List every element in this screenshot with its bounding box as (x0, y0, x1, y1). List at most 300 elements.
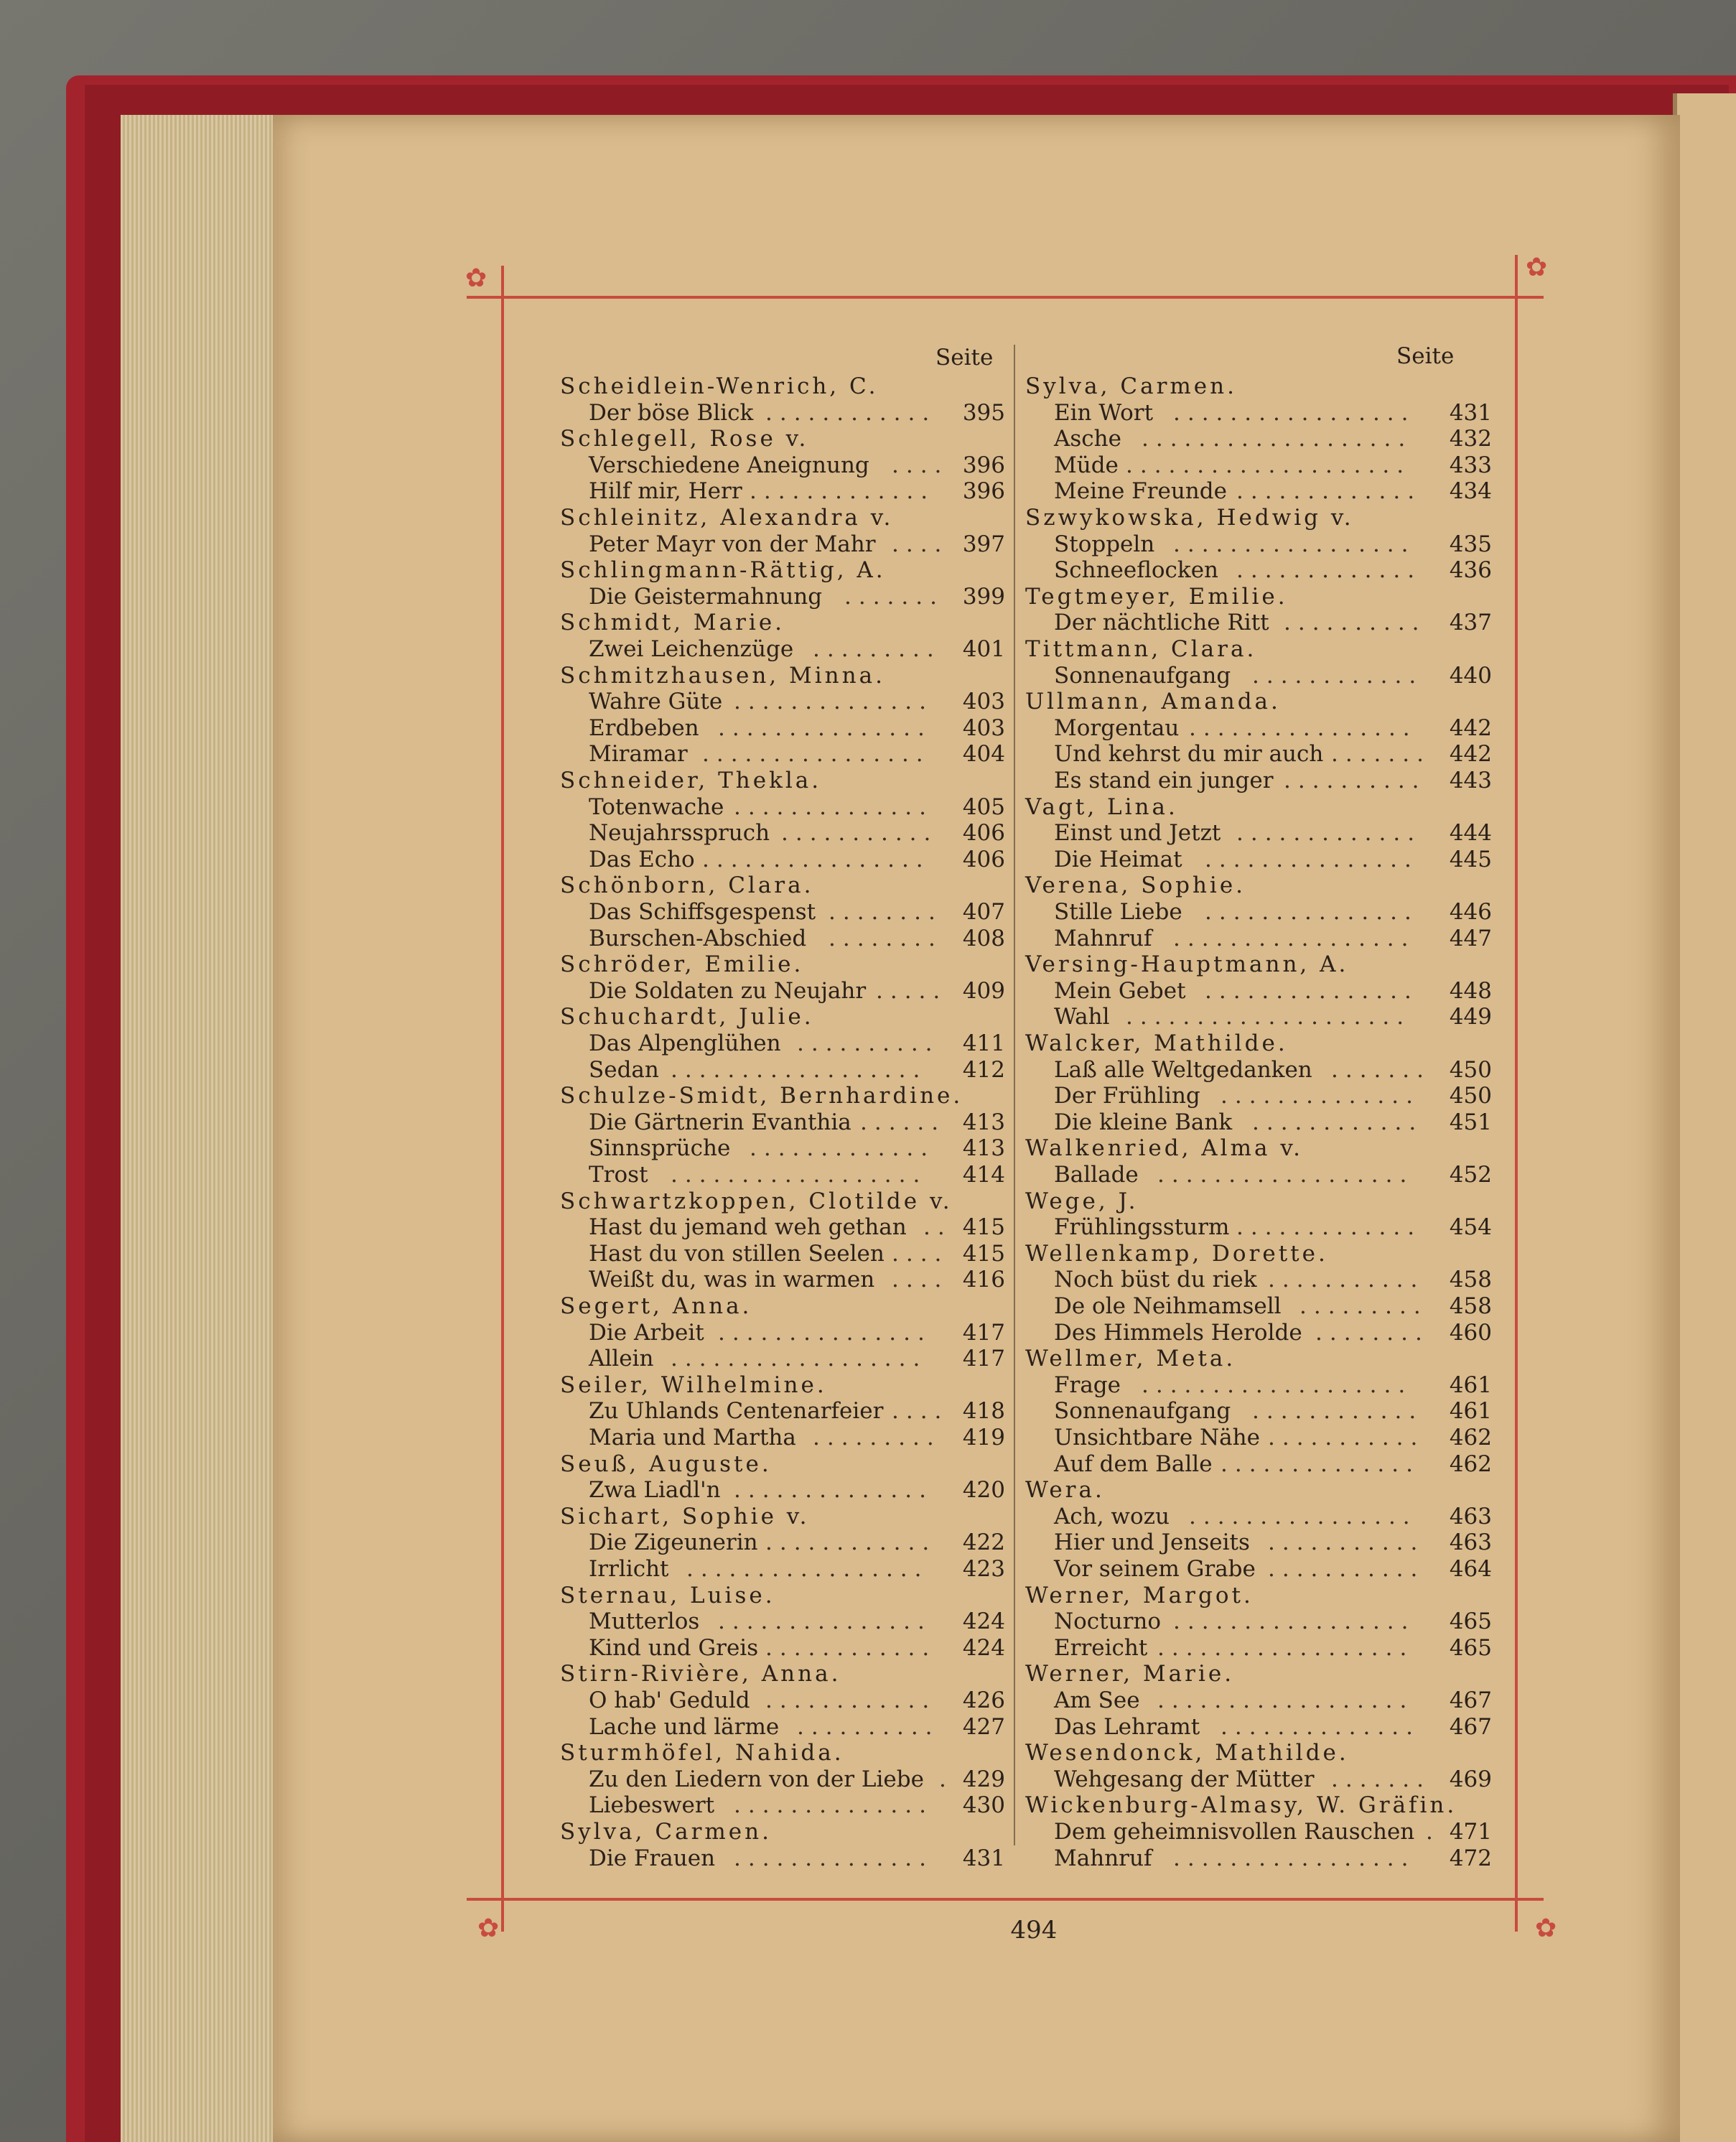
author-heading (1025, 689, 1492, 714)
author-heading (560, 610, 1005, 635)
index-entry (560, 1608, 1005, 1634)
poem-title: Kind und Greis (589, 1634, 759, 1661)
index-entry (560, 1135, 1005, 1161)
dot-leader: ............ (765, 399, 937, 426)
dot-leader: .... (892, 1398, 949, 1425)
rose-ornament-icon: ✿ (477, 1914, 500, 1943)
page-ref: 419 (962, 1425, 1005, 1450)
poem-title: Laß alle Weltgedanken (1054, 1056, 1312, 1083)
index-entry (560, 1214, 1005, 1240)
page-ref: 467 (1449, 1713, 1492, 1740)
index-entry (1025, 926, 1492, 951)
author-name: Sichart, Sophie v. (560, 1503, 810, 1529)
page-ref: 417 (962, 1346, 1005, 1372)
poem-title: Zwei Leichenzüge (589, 636, 794, 662)
index-entry (560, 847, 1005, 872)
poem-title: Miramar (589, 741, 688, 768)
poem-title: Burschen-Abschied (589, 925, 807, 951)
dot-leader: .......... (797, 1030, 940, 1056)
poem-title: Weißt du, was in warmen (589, 1267, 875, 1293)
dot-leader: .............. (1221, 1450, 1420, 1477)
dot-leader: ........... (1268, 1425, 1425, 1450)
frame-left-line (501, 266, 504, 1932)
author-name: Wellenkamp, Dorette. (1025, 1240, 1328, 1267)
index-entry (560, 1030, 1005, 1056)
poem-title: Stille Liebe (1054, 899, 1182, 925)
poem-title: Der böse Blick (589, 399, 754, 426)
poem-title: Hier und Jenseits (1054, 1529, 1250, 1556)
dot-leader: ............. (750, 1135, 935, 1162)
dot-leader: .................... (1126, 1004, 1411, 1030)
author-name: Szwykowska, Hedwig v. (1025, 505, 1354, 531)
dot-leader: ................. (1173, 399, 1416, 426)
author-name: Werner, Marie. (1025, 1661, 1235, 1687)
author-heading (560, 1188, 1005, 1214)
dot-leader: ....... (844, 583, 944, 610)
page-ref: 450 (1449, 1056, 1492, 1083)
poem-title: Maria und Martha (589, 1425, 796, 1450)
poem-title: Asche (1054, 426, 1121, 452)
page-ref: 426 (962, 1687, 1005, 1713)
poem-title: Trost (589, 1162, 648, 1188)
author-name: Schröder, Emilie. (560, 951, 804, 978)
index-entry (1025, 768, 1492, 793)
author-heading (560, 1504, 1005, 1529)
page-ref: 469 (1449, 1766, 1492, 1792)
poem-title: De ole Neihmamsell (1054, 1293, 1282, 1319)
frame-top-line (467, 296, 1544, 299)
author-name: Segert, Anna. (560, 1293, 752, 1319)
dot-leader: ............ (1252, 662, 1424, 689)
dot-leader: ................ (1189, 1503, 1417, 1529)
poem-title: Liebeswert (589, 1792, 715, 1819)
index-entry (1025, 1004, 1492, 1030)
page-ref: 420 (962, 1477, 1005, 1504)
page-ref: 406 (962, 820, 1005, 847)
index-entry (1025, 1293, 1492, 1319)
author-name: Walcker, Mathilde. (1025, 1030, 1288, 1056)
author-name: Walkenried, Alma v. (1025, 1135, 1304, 1162)
poem-title: Die Zigeunerin (589, 1529, 758, 1556)
page-ref: 437 (1449, 610, 1492, 636)
page-ref: 464 (1449, 1556, 1492, 1582)
dot-leader: ............ (1252, 1109, 1424, 1135)
index-entry (560, 1529, 1005, 1555)
facing-page-edge (1673, 93, 1736, 2142)
dot-leader: ............ (1252, 1398, 1424, 1425)
author-name: Stirn-Rivière, Anna. (560, 1661, 841, 1687)
page-ref: 412 (962, 1056, 1005, 1083)
page-ref: 436 (1449, 557, 1492, 584)
page-ref: 396 (962, 478, 1005, 505)
page-ref: 445 (1449, 846, 1492, 872)
page-ref: 461 (1449, 1372, 1492, 1398)
dot-leader: .............. (1221, 1713, 1420, 1740)
poem-title: Am See (1054, 1687, 1140, 1713)
dot-leader: ........ (829, 925, 943, 951)
index-entry (560, 531, 1005, 557)
page-ref: 448 (1449, 977, 1492, 1004)
dot-leader: ........... (1268, 1529, 1425, 1556)
page-ref: 472 (1449, 1845, 1492, 1871)
page-ref: 452 (1449, 1162, 1492, 1188)
index-entry (1025, 715, 1492, 741)
author-name: Tegtmeyer, Emilie. (1025, 583, 1288, 610)
dot-leader: ............... (718, 1608, 932, 1635)
poem-title: Das Alpenglühen (589, 1030, 781, 1056)
poem-title: Des Himmels Herolde (1054, 1319, 1302, 1346)
dot-leader: ............. (1236, 557, 1422, 584)
author-heading (1025, 1661, 1492, 1687)
author-name: Verena, Sophie. (1025, 872, 1246, 899)
poem-title: Mahnruf (1054, 1845, 1152, 1871)
author-heading (560, 768, 1005, 793)
index-entry (560, 478, 1005, 504)
author-name: Wesendonck, Mathilde. (1025, 1740, 1349, 1766)
author-heading (560, 1451, 1005, 1477)
page-ref: 414 (962, 1162, 1005, 1188)
author-name: Sternau, Luise. (560, 1582, 775, 1608)
index-entry (560, 794, 1005, 820)
author-heading (560, 373, 1005, 399)
frame-right-line (1515, 255, 1518, 1932)
page-ref: 406 (962, 846, 1005, 872)
author-name: Werner, Margot. (1025, 1582, 1254, 1608)
poem-title: Morgentau (1054, 714, 1180, 741)
page-ref: 463 (1449, 1503, 1492, 1529)
poem-title: Dem geheimnisvollen Rauschen (1054, 1819, 1415, 1845)
author-name: Seuß, Auguste. (560, 1450, 772, 1477)
author-heading (560, 1661, 1005, 1687)
dot-leader: ........ (829, 899, 943, 925)
author-heading (1025, 1188, 1492, 1214)
page-ref: 462 (1449, 1425, 1492, 1450)
rose-ornament-icon: ✿ (465, 264, 487, 293)
author-name: Schneider, Thekla. (560, 768, 822, 793)
page-ref: 399 (962, 583, 1005, 610)
author-name: Tittmann, Clara. (1025, 636, 1257, 662)
poem-title: Peter Mayr von der Mahr (589, 531, 876, 557)
dot-leader: ..... (876, 977, 948, 1004)
page-ref: 396 (962, 452, 1005, 478)
page-ref: 461 (1449, 1398, 1492, 1425)
index-entry (560, 1398, 1005, 1424)
dot-leader: ............. (1236, 820, 1422, 847)
author-name: Schmitzhausen, Minna. (560, 662, 885, 689)
page-ref: 397 (962, 531, 1005, 557)
page-ref: 431 (1449, 399, 1492, 426)
dot-leader: ................... (1142, 1372, 1413, 1398)
index-entry (1025, 478, 1492, 504)
poem-title: Zwa Liadl'n (589, 1477, 721, 1504)
poem-title: Auf dem Balle (1054, 1450, 1213, 1477)
author-heading (560, 1083, 1005, 1109)
dot-leader: ............ (765, 1529, 937, 1556)
seite-header-right: Seite (1396, 343, 1455, 369)
dot-leader: ......... (1299, 1293, 1428, 1319)
page-ref: 405 (962, 793, 1005, 820)
author-name: Schulze-Smidt, Bernhardine. (560, 1083, 963, 1109)
poem-title: Wahl (1054, 1004, 1110, 1030)
page-ref: 449 (1449, 1004, 1492, 1030)
page-edges (121, 115, 275, 2142)
poem-title: Das Echo (589, 846, 695, 872)
author-name: Schmidt, Marie. (560, 610, 785, 636)
index-entry (1025, 847, 1492, 872)
index-entry (1025, 1714, 1492, 1740)
poem-title: Sonnenaufgang (1054, 1398, 1231, 1425)
poem-title: Es stand ein junger (1054, 768, 1274, 793)
page-number: 494 (1010, 1916, 1058, 1945)
author-heading (560, 951, 1005, 977)
author-heading (1025, 1241, 1492, 1267)
author-heading (1025, 1583, 1492, 1608)
author-heading (1025, 584, 1492, 610)
author-name: Wege, J. (1025, 1188, 1139, 1214)
poem-title: Der Frühling (1054, 1083, 1200, 1109)
index-entry (1025, 1819, 1492, 1845)
dot-leader: .. (923, 1214, 952, 1241)
index-entry (1025, 1556, 1492, 1582)
page-ref: 409 (962, 977, 1005, 1004)
poem-title: Die Frauen (589, 1845, 716, 1871)
index-entry (1025, 1320, 1492, 1346)
author-name: Schlingmann-Rättig, A. (560, 557, 886, 584)
poem-title: Hast du von stillen Seelen (589, 1240, 885, 1267)
page-ref: 424 (962, 1608, 1005, 1635)
poem-title: Ach, wozu (1054, 1503, 1170, 1529)
index-entry (560, 1635, 1005, 1661)
page-ref: 395 (962, 399, 1005, 426)
author-name: Schwartzkoppen, Clotilde v. (560, 1188, 953, 1214)
dot-leader: ................. (1173, 1845, 1416, 1871)
dot-leader: .... (892, 531, 949, 557)
author-name: Wera. (1025, 1477, 1105, 1504)
index-entry (1025, 400, 1492, 426)
poem-title: Mein Gebet (1054, 977, 1186, 1004)
page-ref: 465 (1449, 1634, 1492, 1661)
page-ref: 413 (962, 1109, 1005, 1135)
dot-leader: ............. (750, 478, 935, 505)
author-heading (1025, 373, 1492, 399)
index-entry (1025, 1083, 1492, 1109)
index-entry (1025, 1372, 1492, 1398)
dot-leader: ................ (702, 846, 930, 872)
author-heading (1025, 1135, 1492, 1161)
index-entry (560, 899, 1005, 925)
dot-leader: .............. (734, 1792, 933, 1819)
poem-title: Zu Uhlands Centenarfeier (589, 1398, 884, 1425)
dot-leader: ................ (1189, 714, 1417, 741)
poem-title: Totenwache (589, 793, 724, 820)
index-entry (1025, 1425, 1492, 1450)
dot-leader: ................. (1173, 531, 1416, 557)
page-ref: 416 (962, 1267, 1005, 1293)
poem-title: Die kleine Bank (1054, 1109, 1233, 1135)
dot-leader: ............... (1205, 846, 1419, 872)
page-ref: 435 (1449, 531, 1492, 557)
dot-leader: ................. (1173, 925, 1416, 951)
dot-leader: ............... (1205, 899, 1419, 925)
index-entry (560, 1057, 1005, 1083)
page-ref: 462 (1449, 1450, 1492, 1477)
poem-title: Hilf mir, Herr (589, 478, 742, 505)
index-entry (1025, 1529, 1492, 1555)
dot-leader: .................... (1126, 452, 1411, 478)
page-ref: 407 (962, 899, 1005, 925)
dot-leader: ........ (1315, 1319, 1429, 1346)
poem-title: Stoppeln (1054, 531, 1155, 557)
poem-title: Einst und Jetzt (1054, 820, 1221, 847)
index-entry (560, 978, 1005, 1004)
author-heading (560, 1583, 1005, 1608)
author-name: Sturmhöfel, Nahida. (560, 1740, 844, 1766)
poem-title: Schneeflocken (1054, 557, 1219, 584)
index-entry (1025, 610, 1492, 635)
author-heading (560, 1740, 1005, 1766)
page-ref: 422 (962, 1529, 1005, 1556)
author-heading (1025, 1792, 1492, 1818)
poem-title: Die Gärtnerin Evanthia (589, 1109, 851, 1135)
index-entry (560, 1320, 1005, 1346)
poem-title: Frage (1054, 1372, 1121, 1398)
poem-title: Lache und lärme (589, 1713, 780, 1740)
index-entry (560, 1109, 1005, 1135)
page-ref: 415 (962, 1214, 1005, 1241)
page-ref: 465 (1449, 1608, 1492, 1635)
dot-leader: .............. (734, 1845, 933, 1871)
rose-ornament-icon: ✿ (1535, 1914, 1557, 1943)
author-heading (1025, 872, 1492, 898)
author-heading (560, 663, 1005, 689)
author-name: Schleinitz, Alexandra v. (560, 505, 894, 531)
index-entry (1025, 1845, 1492, 1871)
poem-title: Das Schiffsgespenst (589, 899, 816, 925)
index-entry (560, 1241, 1005, 1267)
poem-title: Erdbeben (589, 714, 699, 741)
author-heading (1025, 1477, 1492, 1503)
index-entry (1025, 978, 1492, 1004)
page-ref: 458 (1449, 1293, 1492, 1319)
index-entry (560, 1425, 1005, 1450)
page-ref: 417 (962, 1319, 1005, 1346)
dot-leader: ............. (1236, 1214, 1422, 1241)
poem-title: Erreicht (1054, 1634, 1148, 1661)
page-ref: 442 (1449, 714, 1492, 741)
poem-title: Und kehrst du mir auch (1054, 741, 1324, 768)
page-ref: 458 (1449, 1267, 1492, 1293)
page-ref: 403 (962, 689, 1005, 715)
page-ref: 443 (1449, 768, 1492, 793)
page-ref: 442 (1449, 741, 1492, 768)
index-entry (1025, 1451, 1492, 1477)
poem-title: Allein (589, 1346, 654, 1372)
author-name: Scheidlein-Wenrich, C. (560, 373, 879, 399)
poem-title: O hab' Geduld (589, 1687, 750, 1713)
page-ref: 433 (1449, 452, 1492, 478)
author-name: Wickenburg-Almasy, W. Gräfin. (1025, 1792, 1457, 1819)
dot-leader: ................. (686, 1556, 929, 1582)
author-name: Ullmann, Amanda. (1025, 689, 1281, 715)
dot-leader: ...... (860, 1109, 946, 1135)
page-ref: 471 (1449, 1819, 1492, 1845)
index-entry (1025, 1214, 1492, 1240)
page-ref: 434 (1449, 478, 1492, 505)
index-entry (560, 1687, 1005, 1713)
poem-title: Hast du jemand weh gethan (589, 1214, 907, 1241)
page-ref: 424 (962, 1634, 1005, 1661)
index-entry (560, 689, 1005, 714)
index-entry (560, 584, 1005, 610)
page-ref: 427 (962, 1713, 1005, 1740)
author-name: Wellmer, Meta. (1025, 1346, 1236, 1372)
author-heading (1025, 1346, 1492, 1372)
page-ref: 444 (1449, 820, 1492, 847)
dot-leader: .................. (1157, 1634, 1414, 1661)
poem-title: Ballade (1054, 1162, 1139, 1188)
dot-leader: .......... (797, 1713, 940, 1740)
author-name: Sylva, Carmen. (560, 1819, 772, 1845)
index-entry (560, 741, 1005, 767)
index-entry (560, 926, 1005, 951)
dot-leader: .................. (671, 1056, 928, 1083)
dot-leader: .............. (734, 689, 933, 715)
poem-title: Irrlicht (589, 1556, 669, 1582)
dot-leader: .............. (734, 793, 933, 820)
index-entry (1025, 741, 1492, 767)
dot-leader: ............... (1205, 977, 1419, 1004)
author-name: Schönborn, Clara. (560, 872, 814, 899)
dot-leader: . (1426, 1819, 1440, 1845)
dot-leader: ....... (1331, 741, 1431, 768)
index-entry (1025, 899, 1492, 925)
author-name: Seiler, Wilhelmine. (560, 1372, 827, 1398)
dot-leader: .................. (671, 1162, 928, 1188)
index-entry (1025, 1608, 1492, 1634)
author-name: Sylva, Carmen. (1025, 373, 1237, 399)
dot-leader: .......... (1284, 768, 1427, 793)
index-entry (560, 1792, 1005, 1818)
dot-leader: ......... (813, 636, 941, 662)
page-ref: 451 (1449, 1109, 1492, 1135)
dot-leader: ....... (1331, 1056, 1431, 1083)
dot-leader: .................. (1157, 1687, 1414, 1713)
page-ref: 447 (1449, 925, 1492, 951)
index-entry (1025, 820, 1492, 846)
index-entry (1025, 1635, 1492, 1661)
index-entry (560, 715, 1005, 741)
index-entry (1025, 1162, 1492, 1188)
index-entry (1025, 1766, 1492, 1792)
poem-title: Sonnenaufgang (1054, 662, 1231, 689)
page-ref: 423 (962, 1556, 1005, 1582)
index-entry (1025, 1109, 1492, 1135)
author-heading (560, 1372, 1005, 1398)
index-entry (1025, 663, 1492, 689)
dot-leader: . (939, 1766, 953, 1792)
dot-leader: ............... (718, 714, 932, 741)
page-ref: 408 (962, 925, 1005, 951)
author-heading (560, 1293, 1005, 1319)
dot-leader: ............... (718, 1319, 932, 1346)
index-entry (560, 452, 1005, 478)
index-entry (1025, 1267, 1492, 1293)
page-ref: 401 (962, 636, 1005, 662)
dot-leader: ................ (702, 741, 930, 768)
index-entry (1025, 557, 1492, 583)
page-ref: 440 (1449, 662, 1492, 689)
dot-leader: .............. (1221, 1083, 1420, 1109)
